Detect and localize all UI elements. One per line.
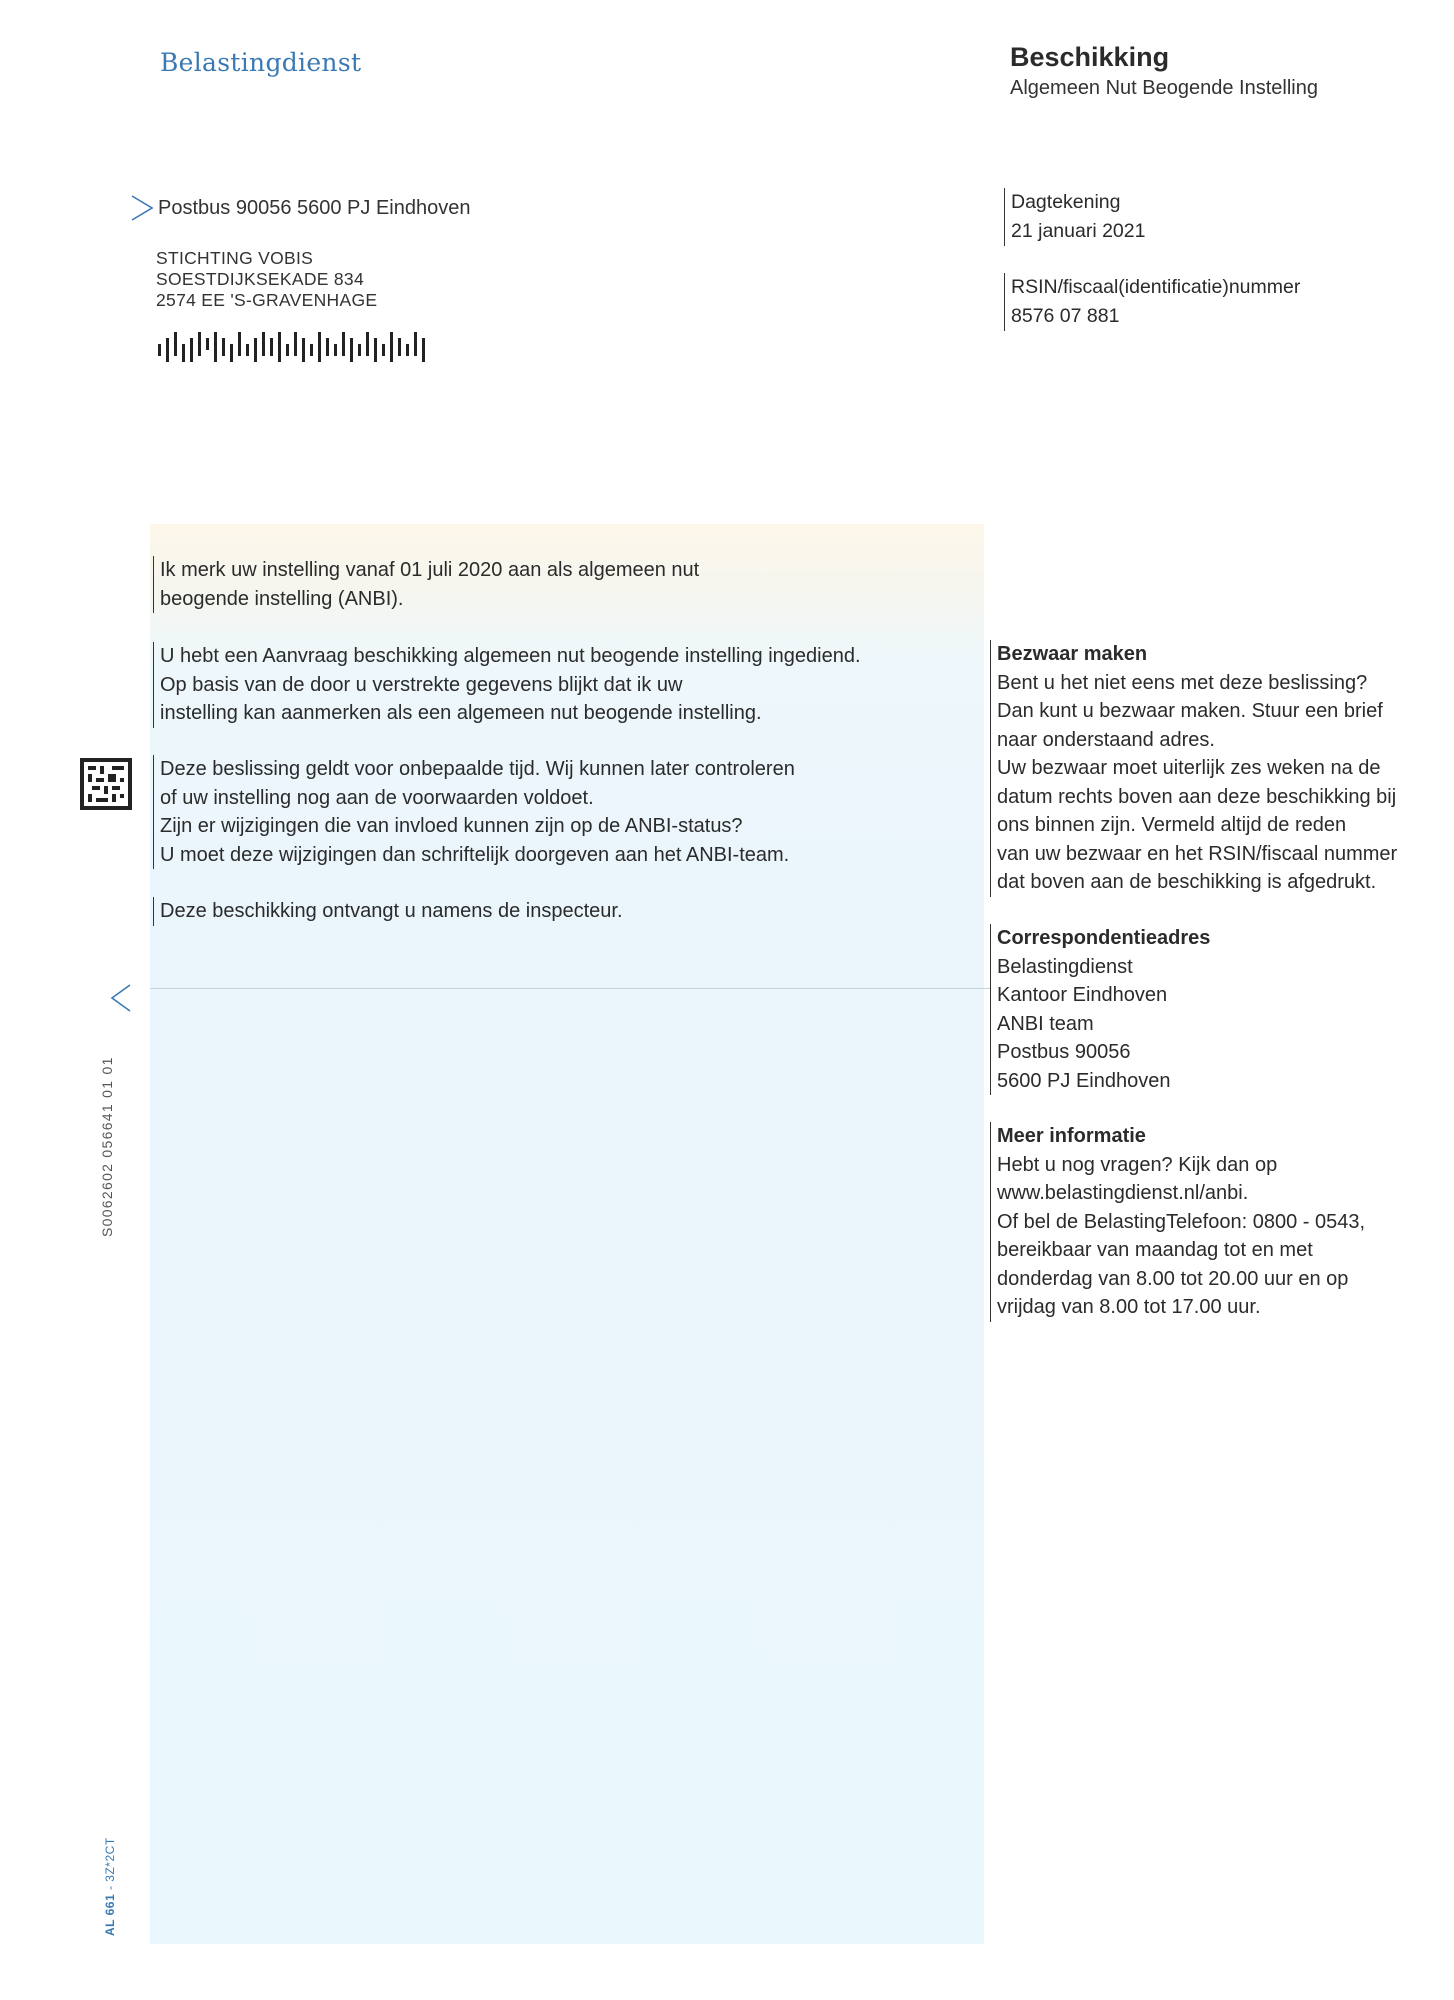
correspondentie-line: Belastingdienst <box>997 955 1133 978</box>
rsin-label: RSIN/fiscaal(identificatie)nummer <box>1011 276 1301 298</box>
informatie-line: donderdag van 8.00 tot 20.00 uur en op <box>997 1267 1349 1290</box>
p2-line-2: of uw instelling nog aan de voorwaarden voldoet. <box>160 786 594 809</box>
informatie-heading: Meer informatie <box>997 1125 1146 1147</box>
intro-line-2: beogende instelling (ANBI). <box>160 587 404 610</box>
correspondentie-line: Kantoor Eindhoven <box>997 984 1168 1006</box>
form-code <box>103 1837 117 1936</box>
document-subtitle: Algemeen Nut Beogende Instelling <box>1010 77 1318 99</box>
bezwaar-line: dat boven aan de beschikking is afgedrukt. <box>997 871 1377 893</box>
datamatrix-code-icon <box>80 758 132 810</box>
fold-line <box>150 988 990 989</box>
correspondentie-section <box>990 924 1210 1095</box>
p1-line-2: Op basis van de door u verstrekte gegevens blijkt dat ik uw <box>160 673 683 696</box>
recipient-street: SOESTDIJKSEKADE 834 <box>156 269 365 289</box>
bezwaar-line: datum rechts boven aan deze beschikking bij <box>997 785 1397 808</box>
paragraph-2 <box>153 755 795 869</box>
informatie-line: bereikbaar van maandag tot en met <box>997 1239 1313 1261</box>
bezwaar-line: ons binnen zijn. Vermeld altijd de reden <box>997 814 1347 836</box>
date-label: Dagtekening <box>1011 191 1121 213</box>
return-address-text: Postbus 90056 5600 PJ Eindhoven <box>158 196 471 219</box>
p2-line-4: U moet deze wijzigingen dan schriftelijk doorgeven aan het ANBI-team. <box>160 843 790 866</box>
informatie-line: Hebt u nog vragen? Kijk dan op <box>997 1153 1278 1176</box>
recipient-city: 2574 EE 'S-GRAVENHAGE <box>156 290 378 310</box>
tinted-background <box>150 524 984 1944</box>
correspondentie-heading: Correspondentieadres <box>997 927 1211 949</box>
p1-line-3: instelling kan aanmerken als een algemeen nut beogende instelling. <box>160 702 762 724</box>
document-title: Beschikking <box>1010 42 1170 72</box>
p1-line-1: U hebt een Aanvraag beschikking algemeen nut beogende instelling ingediend. <box>160 645 861 667</box>
bezwaar-section <box>990 640 1397 897</box>
form-code-rest: - 3Z*2CT <box>103 1837 117 1894</box>
bezwaar-line: Bent u het niet eens met deze beslissing? <box>997 671 1368 694</box>
postal-barcode-icon <box>156 330 436 366</box>
correspondentie-line: ANBI team <box>997 1012 1094 1035</box>
informatie-line: vrijdag van 8.00 tot 17.00 uur. <box>997 1296 1261 1318</box>
chevron-left-icon <box>108 982 134 1014</box>
correspondentie-line: 5600 PJ Eindhoven <box>997 1069 1171 1092</box>
bezwaar-line: naar onderstaand adres. <box>997 728 1215 751</box>
rsin-value: 8576 07 881 <box>1011 305 1120 327</box>
belastingdienst-logo: Belastingdienst <box>160 48 362 77</box>
bezwaar-line: Uw bezwaar moet uiterlijk zes weken na de <box>997 757 1381 779</box>
form-code-bold: AL 661 <box>103 1893 117 1936</box>
intro-line-1: Ik merk uw instelling vanaf 01 juli 2020 aan als algemeen nut <box>160 559 700 581</box>
bezwaar-line: Dan kunt u bezwaar maken. Stuur een brief <box>997 700 1383 722</box>
document-code: S0062602 056641 01 01 <box>99 1056 115 1237</box>
intro-block <box>153 556 699 613</box>
p2-line-1: Deze beslissing geldt voor onbepaalde tijd. Wij kunnen later controleren <box>160 758 795 780</box>
p2-line-3: Zijn er wijzigingen die van invloed kunnen zijn op de ANBI-status? <box>160 815 743 837</box>
bezwaar-line: van uw bezwaar en het RSIN/fiscaal nummer <box>997 842 1398 865</box>
informatie-website: www.belastingdienst.nl/anbi. <box>997 1182 1249 1204</box>
correspondentie-line: Postbus 90056 <box>997 1041 1131 1063</box>
p3-line-1: Deze beschikking ontvangt u namens de inspecteur. <box>160 900 623 922</box>
return-address <box>130 193 470 223</box>
chevron-right-icon <box>130 193 156 223</box>
date-value: 21 januari 2021 <box>1011 220 1146 242</box>
recipient-address <box>156 248 377 311</box>
informatie-section <box>990 1122 1365 1322</box>
informatie-phone: Of bel de BelastingTelefoon: 0800 - 0543, <box>997 1210 1366 1233</box>
paragraph-3 <box>153 897 623 926</box>
bezwaar-heading: Bezwaar maken <box>997 643 1148 665</box>
date-block <box>1004 188 1145 246</box>
rsin-block <box>1004 273 1300 331</box>
paragraph-1 <box>153 642 861 728</box>
recipient-name: STICHTING VOBIS <box>156 248 314 268</box>
